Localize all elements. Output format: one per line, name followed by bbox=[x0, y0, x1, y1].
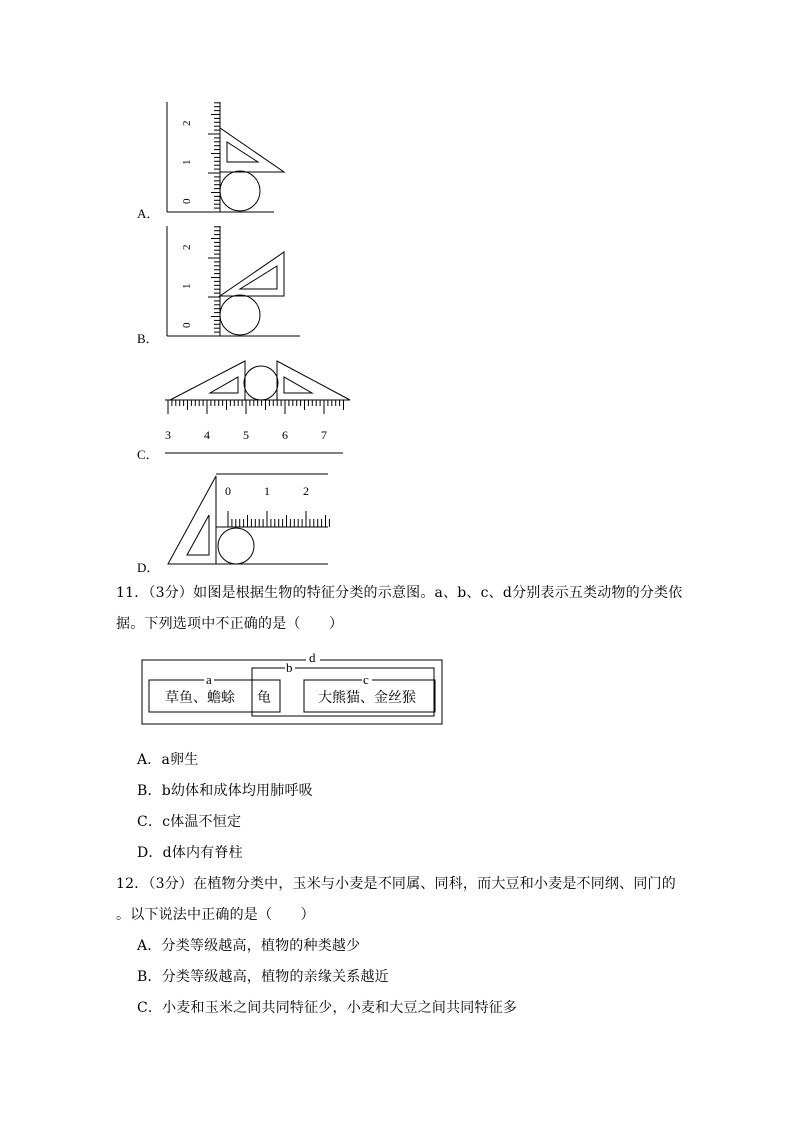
ruler-label: 7 bbox=[321, 428, 327, 442]
q10-option-d-figure bbox=[160, 468, 335, 573]
q11-stem-line1: 11．（3分）如图是根据生物的特征分类的示意图。a、b、c、d分别表示五类动物的分类依 bbox=[116, 585, 683, 601]
box-a-text: 草鱼、蟾蜍 bbox=[165, 691, 235, 706]
set-square-left bbox=[170, 361, 245, 400]
label-a: a bbox=[206, 672, 212, 687]
ruler-label: 2 bbox=[181, 244, 193, 250]
q11-classification-diagram bbox=[140, 648, 450, 728]
q10-option-b-figure bbox=[160, 222, 310, 342]
label-c: c bbox=[363, 672, 369, 687]
q12-stem-line1: 12．（3分）在植物分类中，玉米与小麦是不同属、同科，而大豆和小麦是不同纲、同门的 bbox=[116, 876, 676, 892]
ruler-label: 2 bbox=[303, 484, 309, 498]
q11-stem-line2: 据。下列选项中不正确的是（ ） bbox=[116, 616, 344, 632]
ruler-label: 1 bbox=[264, 484, 270, 498]
label-b: b bbox=[286, 660, 293, 675]
q10-option-d-letter: D． bbox=[137, 560, 160, 575]
ruler-label: 0 bbox=[225, 484, 231, 498]
ball bbox=[218, 528, 254, 564]
set-square bbox=[220, 128, 284, 172]
ball bbox=[244, 366, 278, 400]
ruler-label: 6 bbox=[282, 428, 288, 442]
ruler-label: 1 bbox=[181, 159, 193, 165]
set-square-right bbox=[277, 361, 350, 400]
ball bbox=[220, 171, 260, 211]
q10-option-c-letter: C． bbox=[137, 447, 159, 462]
ruler-label: 5 bbox=[243, 428, 249, 442]
q10-option-a-letter: A． bbox=[137, 206, 160, 221]
q11-option-c: C．c体温不恒定 bbox=[137, 814, 242, 830]
q10-option-b-letter: B． bbox=[137, 331, 159, 346]
ruler-label: 4 bbox=[204, 428, 210, 442]
ruler-label: 0 bbox=[181, 198, 193, 204]
q12-option-c: C．小麦和玉米之间共同特征少，小麦和大豆之间共同特征多 bbox=[137, 1000, 518, 1016]
box-c-text: 大熊猫、金丝猴 bbox=[318, 691, 416, 706]
label-d: d bbox=[309, 650, 316, 665]
q10-option-c-figure bbox=[160, 355, 360, 460]
q11-option-a: A．a卵生 bbox=[137, 752, 199, 768]
ruler-label: 1 bbox=[181, 283, 193, 289]
ruler-label: 3 bbox=[165, 428, 171, 442]
q12-stem-line2: 。以下说法中正确的是（ ） bbox=[116, 907, 315, 923]
q12-option-b: B．分类等级越高，植物的亲缘关系越近 bbox=[137, 969, 389, 985]
q11-option-b: B．b幼体和成体均用肺呼吸 bbox=[137, 783, 313, 799]
ruler-label: 2 bbox=[181, 120, 193, 126]
turtle-text: 龟 bbox=[257, 691, 271, 706]
q10-option-a-figure bbox=[160, 98, 300, 218]
q11-option-d: D．d体内有脊柱 bbox=[137, 845, 243, 861]
q12-option-a: A．分类等级越高，植物的种类越少 bbox=[137, 938, 361, 954]
ball bbox=[220, 295, 260, 335]
ruler-label: 0 bbox=[181, 322, 193, 328]
